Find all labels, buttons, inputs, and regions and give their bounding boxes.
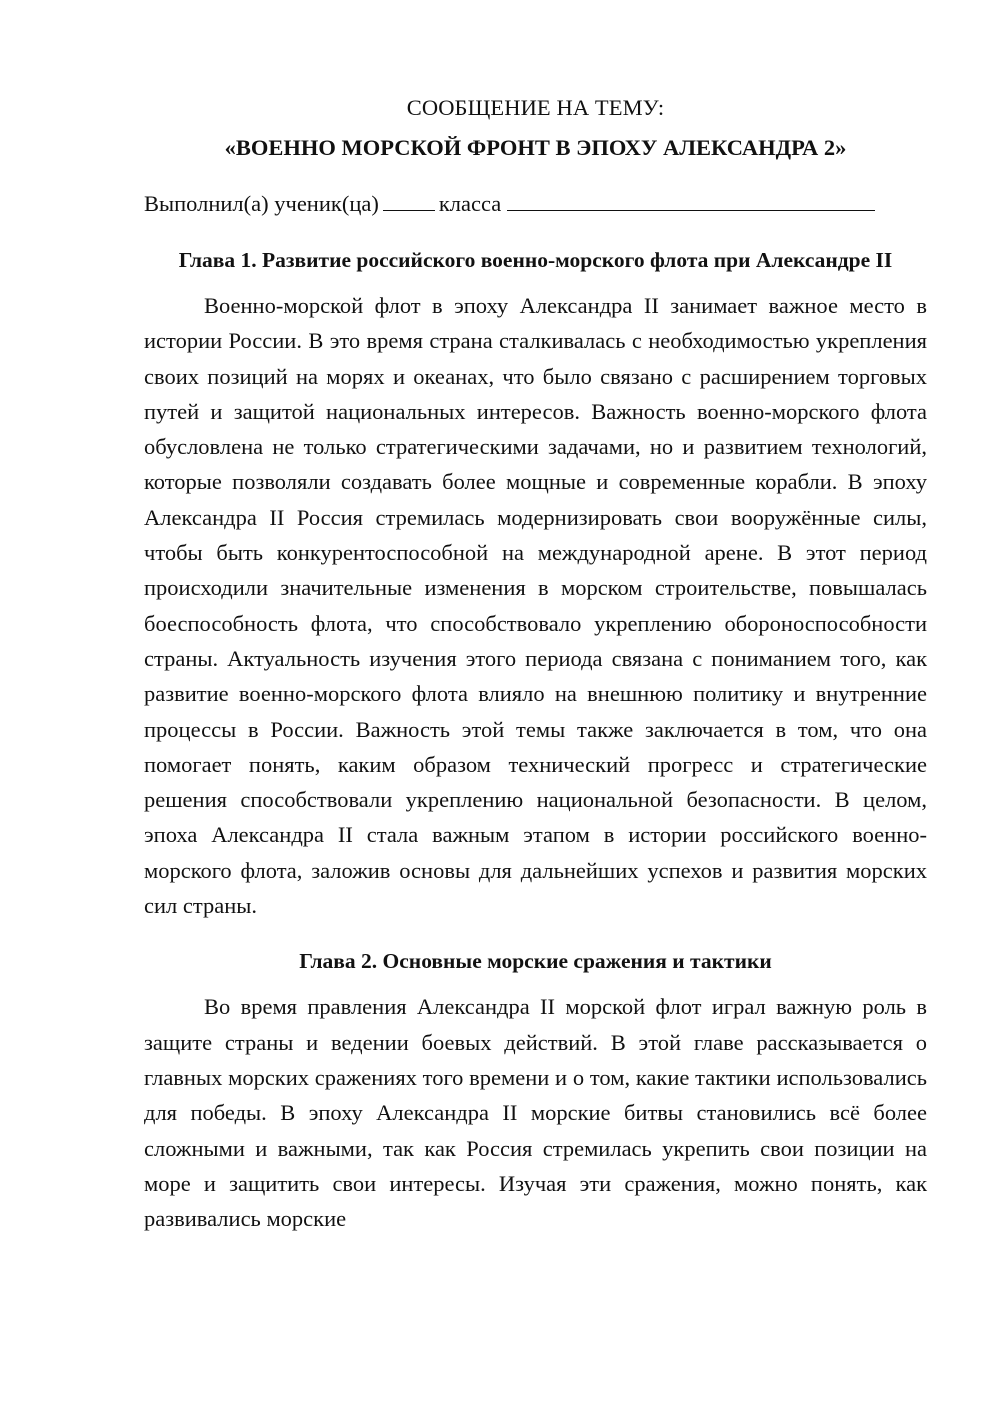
class-label: класса [438, 191, 502, 216]
document-title: «ВОЕННО МОРСКОЙ ФРОНТ В ЭПОХУ АЛЕКСАНДРА 2» [224, 135, 847, 160]
name-blank [507, 186, 875, 211]
performed-by-label: Выполнил(а) ученик(ца) [144, 191, 379, 216]
document-content [144, 90, 927, 1236]
chapter-2-heading: Глава 2. Основные морские сражения и тактики [299, 949, 772, 974]
document-subtitle: СООБЩЕНИЕ НА ТЕМУ: [406, 95, 665, 120]
chapter-1-paragraph: Военно-морской флот в эпоху Александра II занимает важное место в истории России. В это время страна сталкивалась с необходимостью укрепления своих позиций на морях и океанах, что было связано с расширением торговых путей и защитой национальных интересов. Важность военно-морского флота обусловлена не только стратегическими задачами, но и развитием технологий, которые позволяли создавать более мощные и современные корабли. В эпоху Александра II Россия стремилась модернизировать свои вооружённые силы, чтобы быть конкурентоспособной на международной арене. В этот период происходили значительные изменения в морском строительстве, повышалась боеспособность флота, что способствовало укреплению обороноспособности страны. Актуальность изучения этого периода связана с пониманием того, как развитие военно-морского флота влияло на внешнюю политику и внутренние процессы в России. Важность этой темы также заключается в том, что она помогает понять, каким образом технический прогресс и стратегические решения способствовали укреплению национальной безопасности. В целом, эпоха Александра II стала важным этапом в истории российского военно-морского флота, заложив основы для дальнейших успехов и развития морских сил страны. [144, 293, 927, 919]
grade-blank [383, 186, 435, 211]
chapter-1-heading: Глава 1. Развитие российского военно-морского флота при Александре II [178, 248, 893, 272]
chapter-2-paragraph: Во время правления Александра II морской флот играл важную роль в защите страны и ведении боевых действий. В этой главе рассказывается о главных морских сражениях того времени и о том, какие тактики использовались для победы. В эпоху Александра II морские битвы становились всё более сложными и важными, так как Россия стремилась укрепить свои позиции на море и защитить свои интересы. Изучая эти сражения, можно понять, как развивались морские [144, 994, 927, 1232]
author-line [144, 186, 927, 222]
